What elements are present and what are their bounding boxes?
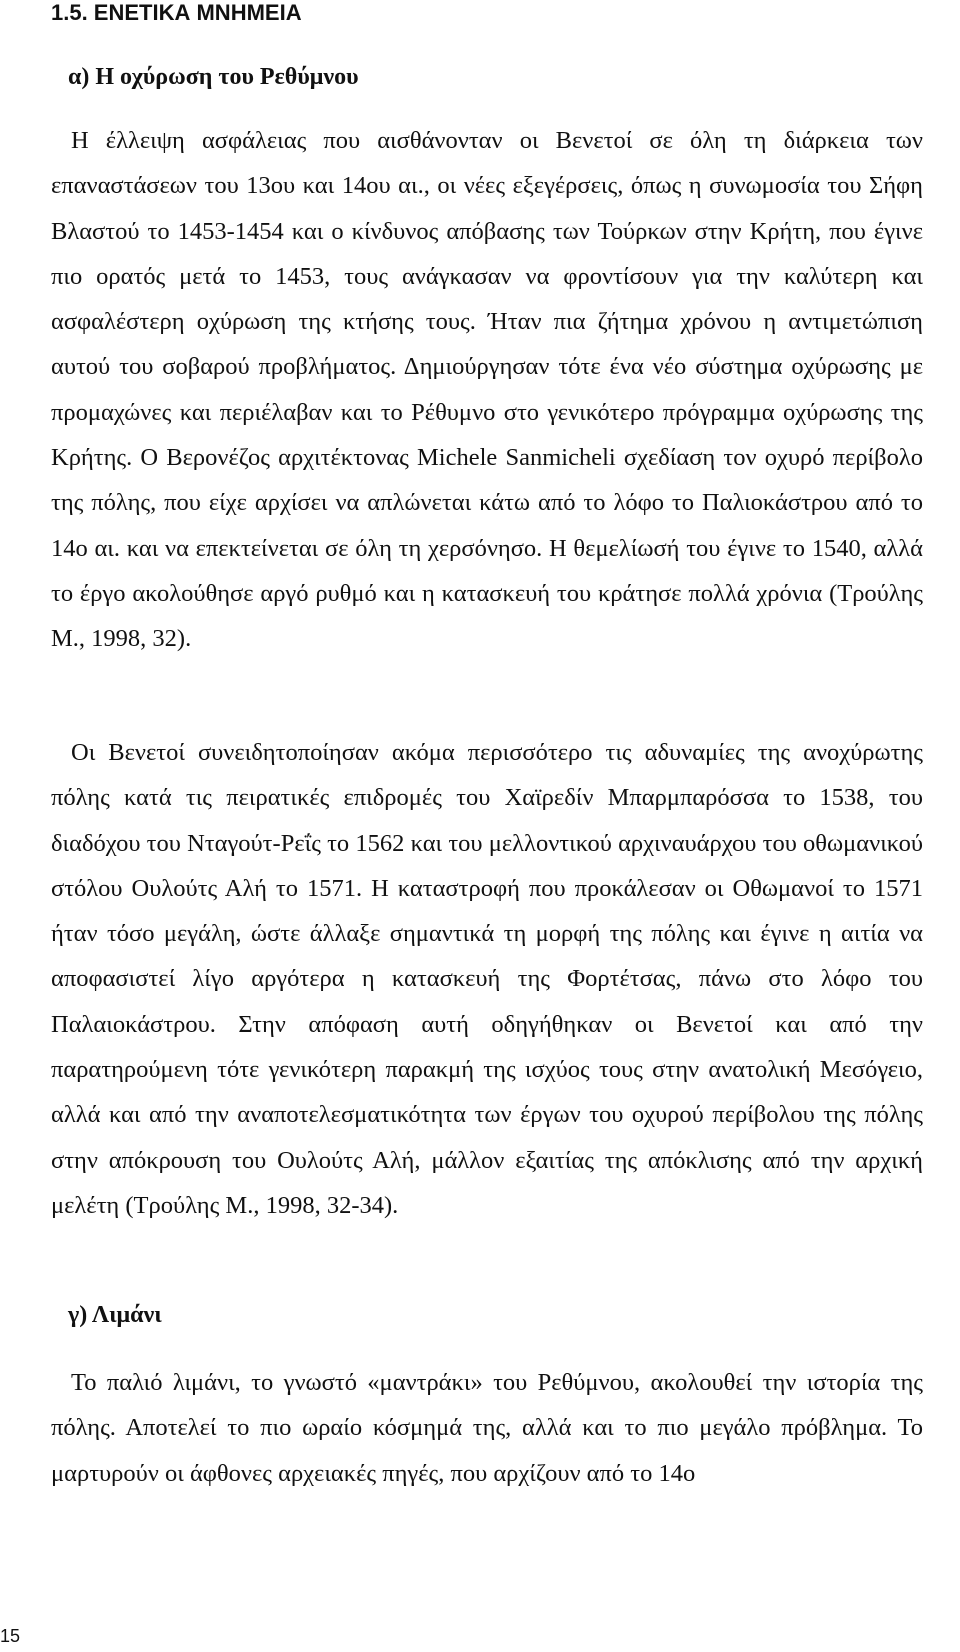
page-number: 15 xyxy=(0,1626,21,1646)
paragraph-text: Η έλλειψη ασφάλειας που αισθάνονταν οι Βενετοί σε όλη τη διάρκεια των επαναστάσεων του 13ου και 14ου αι., οι νέες εξεγέρσεις, όπως η συνωμοσία του Σήφη Βλαστού το 1453-1454 και ο κίνδυνος απόβασης των Τούρκων στην Κρήτη, που έγινε πιο ορατός μετά το 1453, τους ανάγκασαν να φροντίσουν για την καλύτερη και ασφαλέστερη οχύρωση της κτήσης τους. Ήταν πια ζήτημα χρόνου η αντιμετώπιση αυτού του σοβαρού προβλήματος. Δημιούργησαν τότε ένα νέο σύστημα οχύρωσης με προμαχώνες και περιέλαβαν και το Ρέθυμνο στο γενικότερο πρόγραμμα οχύρωσης της Κρήτης. Ο Βερονέζος αρχιτέκτονας Michele Sanmicheli σχεδίαση τον οχυρό περίβολο της πόλης, που είχε αρχίσει να απλώνεται κάτω από το λόφο το Παλιοκάστρου από το 14ο αι. και να επεκτείνεται σε όλη τη χερσόνησο. Η θεμελίωσή του έγινε το 1540, αλλά το έργο ακολούθησε αργό ρυθμό και η κατασκευή του κράτησε πολλά χρόνια (Τρούλης Μ., 1998, 32). xyxy=(51,127,923,653)
paragraph-fortification-2 xyxy=(51,730,923,1228)
paragraph-harbour-1 xyxy=(51,1360,923,1496)
subsection-heading-fortification: α) Η οχύρωση του Ρεθύμνου xyxy=(68,64,359,90)
subsection-heading-harbour: γ) Λιμάνι xyxy=(68,1302,162,1328)
section-title: 1.5. ΕΝΕΤΙΚΑ ΜΝΗΜΕΙΑ xyxy=(51,0,302,25)
paragraph-text: Οι Βενετοί συνειδητοποίησαν ακόμα περισσότερο τις αδυναμίες της ανοχύρωτης πόλης κατά τις πειρατικές επιδρομές του Χαϊρεδίν Μπαρμπαρόσσα το 1538, του διαδόχου του Νταγούτ-Ρεΐς το 1562 και του μελλοντικού αρχιναυάρχου του οθωμανικού στόλου Ουλούτς Αλή το 1571. Η καταστροφή που προκάλεσαν οι Οθωμανοί το 1571 ήταν τόσο μεγάλη, ώστε άλλαξε σημαντικά τη μορφή της πόλης και έγινε η αιτία να αποφασιστεί λίγο αργότερα η κατασκευή της Φορτέτσας, πάνω στο λόφο του Παλαιοκάστρου. Στην απόφαση αυτή οδηγήθηκαν οι Βενετοί και από την παρατηρούμενη τότε γενικότερη παρακμή της ισχύος τους στην ανατολική Μεσόγειο, αλλά και από την αναποτελεσματικότητα των έργων του οχυρού περίβολου της πόλης στην απόκρουση του Ουλούτς Αλή, μάλλον εξαιτίας της απόκλισης από την αρχική μελέτη (Τρούλης Μ., 1998, 32-34). xyxy=(51,739,923,1219)
paragraph-text: Το παλιό λιμάνι, το γνωστό «μαντράκι» του Ρεθύμνου, ακολουθεί την ιστορία της πόλης. Αποτελεί το πιο ωραίο κόσμημά της, αλλά και το πιο μεγάλο πρόβλημα. Το μαρτυρούν οι άφθονες αρχειακές πηγές, που αρχίζουν από το 14ο xyxy=(51,1369,923,1487)
paragraph-fortification-1 xyxy=(51,118,923,662)
